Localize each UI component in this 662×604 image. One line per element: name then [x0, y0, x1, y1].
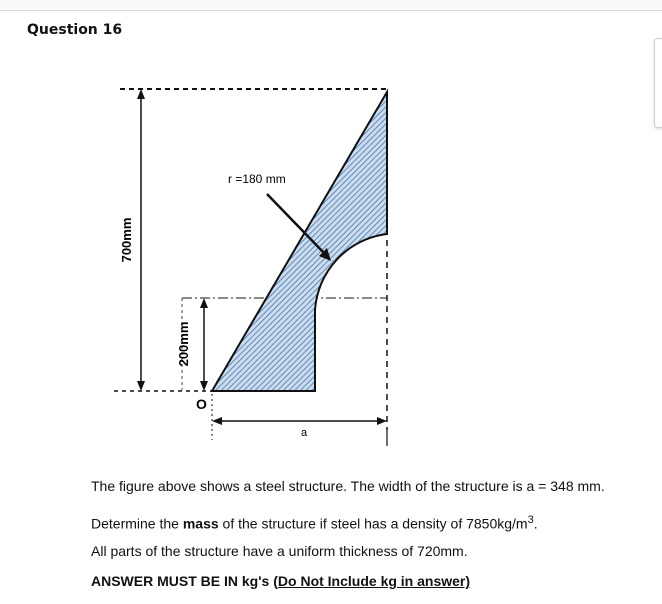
density-text-pre: Determine the: [91, 515, 183, 532]
side-panel-tab[interactable]: [654, 38, 662, 128]
height-total-label: 700mm: [119, 217, 134, 263]
problem-statement: The figure above shows a steel structure. The width of the structure is a = 348 mm.: [91, 478, 605, 494]
dimension-200-arrow-bottom: [200, 381, 208, 391]
density-statement: [91, 512, 538, 533]
origin-label: O: [196, 396, 207, 412]
mass-keyword: mass: [182, 515, 219, 532]
thickness-statement: All parts of the structure have a uniform thickness of 720mm.: [91, 543, 468, 559]
density-text-end: .: [533, 515, 538, 532]
height-lower-label: 200mm: [176, 321, 191, 367]
question-title: Question 16: [27, 22, 123, 38]
top-toolbar: [0, 0, 662, 11]
density-text-post: of the structure if steel has a density of 7850kg/m: [218, 515, 528, 532]
radius-label: r =180 mm: [228, 172, 286, 186]
structure-figure: [0, 70, 470, 460]
dimension-700-arrow-top: [137, 89, 145, 99]
answer-instruction: [91, 573, 470, 590]
steel-structure-shape: [212, 92, 387, 391]
dimension-a-arrow-right: [377, 417, 387, 425]
dimension-700-arrow-bottom: [137, 381, 145, 391]
density-exponent: 3: [527, 514, 534, 526]
width-label: a: [301, 427, 308, 439]
answer-instruction-note: Do Not Include kg in answer): [277, 573, 471, 589]
dimension-a-arrow-left: [212, 417, 222, 425]
answer-instruction-pre: ANSWER MUST BE IN kg's (: [91, 573, 278, 589]
dimension-200-arrow-top: [200, 298, 208, 308]
